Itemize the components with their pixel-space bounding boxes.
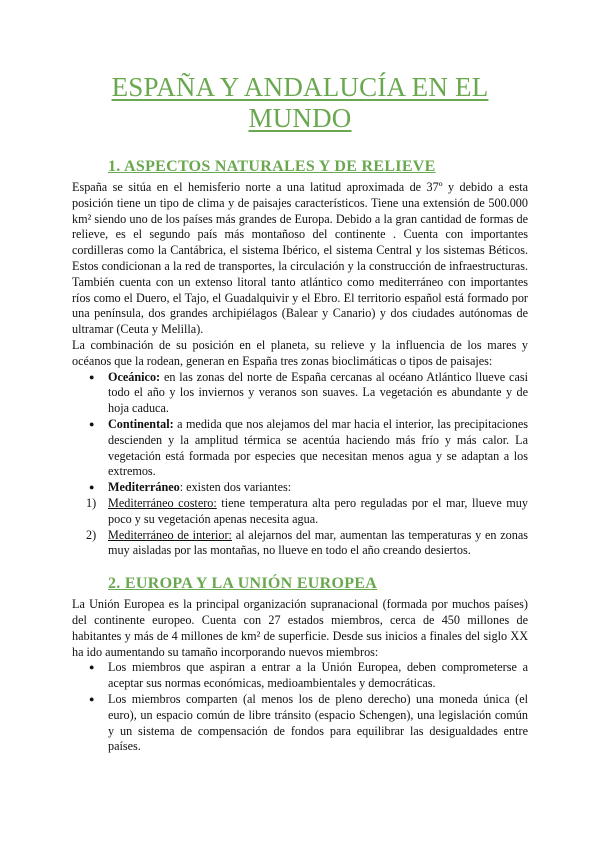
paragraph: La combinación de su posición en el planeta, su relieve y la influencia de los mares y océanos que la rodean, generan en España tres zonas bioclimáticas o tipos de paisajes: bbox=[72, 337, 528, 368]
variant-term: Mediterráneo costero: bbox=[108, 495, 217, 510]
variant-text: tiene temperatura alta pero reguladas por el mar, llueve muy poco y su vegetación apenas necesita agua. bbox=[108, 495, 528, 526]
paragraph: España se sitúa en el hemisferio norte a una latitud aproximada de 37º y debido a esta posición tiene un tipo de clima y de paisajes característicos. Tiene una extensión de 500.000 km² siendo uno de los países más grandes de Europa. Debido a la gran cantidad de formas de relieve, es el segundo país más montañoso del continente . Cuenta con importantes cordilleras como la Cantábrica, el sistema Ibérico, el sistema Central y los sistemas Béticos. Estos condicionan a la red de transportes, la circulación y la construcción de infraestructuras. También cuenta con un extenso litoral tanto atlántico como mediterráneo con importantes ríos como el Duero, el Tajo, el Guadalquivir y el Ebro. El territorio español está formado por una península, dos grandes archipiélagos (Balear y Canario) y dos ciudades autónomas de ultramar (Ceuta y Melilla). bbox=[72, 180, 528, 337]
variant-text: al alejarnos del mar, aumentan las temperaturas y en zonas muy aisladas por las montañas, no llueve en todo el año creando desiertos. bbox=[108, 527, 528, 558]
item-number: 2) bbox=[86, 527, 97, 542]
variant-term: Mediterráneo de interior: bbox=[108, 527, 232, 542]
list-item bbox=[108, 480, 528, 496]
zone-text: en las zonas del norte de España cercanas al océano Atlántico llueve casi todo el año y los inviernos y veranos son suaves. La vegetación es abundante y de hoja caduca. bbox=[108, 369, 528, 416]
paragraph: La Unión Europea es la principal organización supranacional (formada por muchos países) del continente europeo. Cuenta con 27 estados miembros, cerca de 450 millones de habitantes y más de 4 millones de km² de superficie. Desde sus inicios a finales del siglo XX ha ido aumentando su tamaño incorporando nuevos miembros: bbox=[72, 597, 528, 659]
section-european-union bbox=[72, 575, 528, 755]
list-item bbox=[86, 527, 528, 560]
list-item: ● Los miembros comparten (al menos los de pleno derecho) una moneda única (el euro), un espacio común de libre tránsito (espacio Schengen), una legislación común y un sistema de compensación de fondos para equilibrar las desigualdades entre países. bbox=[108, 692, 528, 755]
page-title: ESPAÑA Y ANDALUCÍA EN EL MUNDO bbox=[111, 72, 489, 133]
section-heading: 1. ASPECTOS NATURALES Y DE RELIEVE bbox=[108, 158, 436, 175]
list-item bbox=[108, 370, 528, 417]
eu-membership-list bbox=[72, 660, 528, 755]
section-heading: 2. EUROPA Y LA UNIÓN EUROPEA bbox=[108, 575, 378, 593]
list-item: ● Los miembros que aspiran a entrar a la Unión Europea, deben comprometerse a aceptar sus normas económicas, medioambientales y democráticas. bbox=[108, 660, 528, 692]
zone-term: Oceánico: bbox=[108, 369, 161, 384]
section-natural-aspects bbox=[72, 158, 528, 559]
item-number: 1) bbox=[86, 495, 97, 510]
list-item bbox=[86, 495, 528, 528]
zone-term: Continental: bbox=[108, 416, 174, 431]
bioclimatic-zones-list bbox=[72, 370, 528, 496]
zone-term: Mediterráneo bbox=[108, 480, 180, 495]
mediterranean-variants-list bbox=[72, 496, 528, 559]
zone-text: a medida que nos alejamos del mar hacia el interior, las precipitaciones descienden y la amplitud térmica se acentúa haciendo más frío y más calor. La vegetación está formada por especies que necesitan menos agua y se adaptan a los extremos. bbox=[108, 416, 528, 479]
list-item bbox=[108, 417, 528, 480]
zone-text: : existen dos variantes: bbox=[179, 480, 292, 495]
